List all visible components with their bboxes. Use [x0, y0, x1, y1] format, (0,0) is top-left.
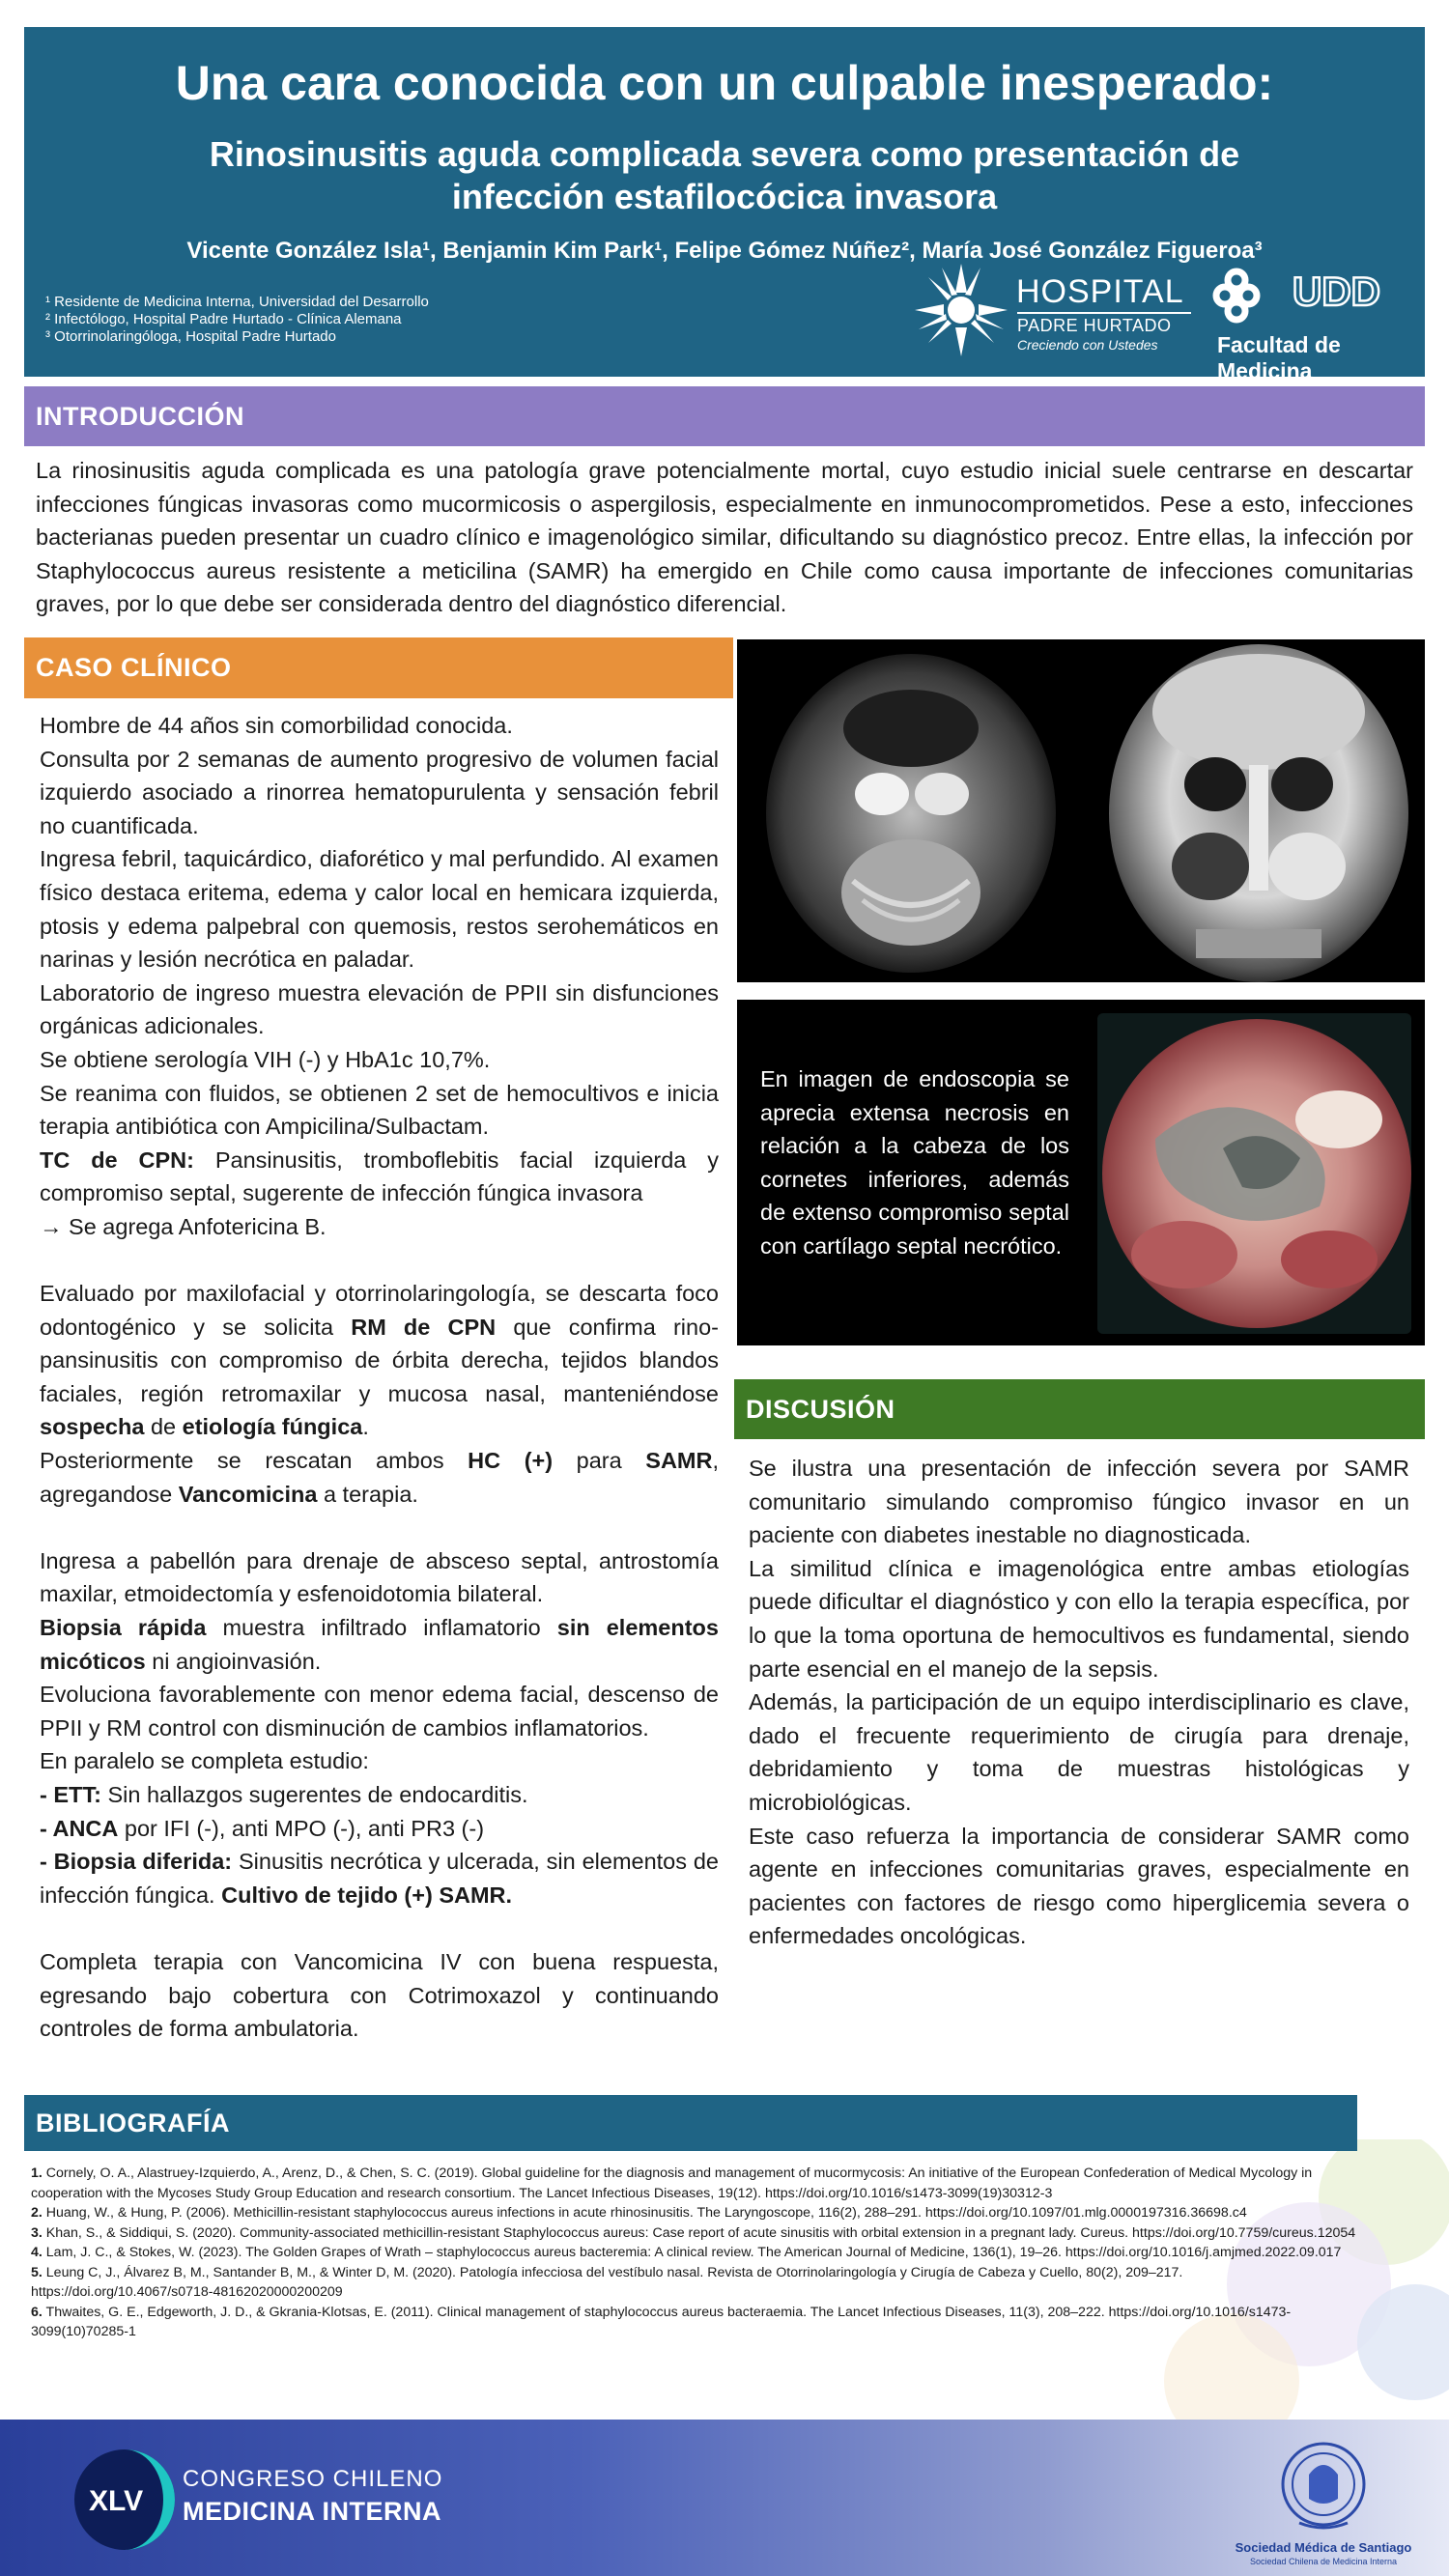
- reference-item: 6. Thwaites, G. E., Edgeworth, J. D., & Gkrania-Klotsas, E. (2011). Clinical management of staphylococcus aureus bacteraemia. The Lancet Infectious Diseases, 11(3), 208–222. https://doi.org/10.1016/s1473-3099(10)70285-1: [31, 2304, 1292, 2339]
- authors: Vicente González Isla¹, Benjamin Kim Park¹, Felipe Gómez Núñez², María José González Figueroa³: [186, 238, 1263, 264]
- poster-header: [24, 27, 1425, 383]
- affiliation-1: ¹ Residente de Medicina Interna, Universidad del Desarrollo: [45, 294, 429, 310]
- congress-emblem-icon: [71, 2437, 178, 2562]
- discussion-paragraph: Este caso refuerza la importancia de considerar SAMR como agente en infecciones comunitarias graves, especialmente en pacientes con factores de riesgo como hiperglicemia severa o enfermedades oncológicas.: [749, 1823, 1409, 1949]
- case-paragraph: → Se agrega Anfotericina B.: [40, 1213, 327, 1239]
- society-seal-icon: [1280, 2436, 1367, 2537]
- case-paragraph: Laboratorio de ingreso muestra elevación de PPII sin disfunciones orgánicas adicionales.: [40, 979, 719, 1039]
- case-paragraph: Completa terapia con Vancomicina IV con buena respuesta, egresando bajo cobertura con Cotrimoxazol y continuando controles de forma ambulatoria.: [40, 1948, 719, 2042]
- bibliography-list: [31, 2164, 1364, 2342]
- reference-item: 5. Leung C, J., Álvarez B, M., Santander B, M., & Winter D, M. (2020). Patología infecciosa del vestíbulo nasal. Revista de Otorrinolaringología y Cirugía de Cabeza y Cuello, 80(2), 209–217. https://doi.org/10.4067/s0718-48162020000200209: [31, 2264, 1183, 2300]
- reference-item: 1. Cornely, O. A., Alastruey-Izquierdo, A., Arenz, D., & Chen, S. C. (2019). Global guideline for the diagnosis and management of mucormycosis: An initiative of the European Confederation of Medical Mycology in cooperation with the Mycoses Study Group Education and research consortium. The Lancet Infectious Diseases, 19(12). https://doi.org/10.1016/s1473-3099(19)30312-3: [31, 2166, 1313, 2201]
- case-paragraph: - ANCA por IFI (-), anti MPO (-), anti PR3 (-): [40, 1815, 485, 1841]
- mri-axial: [766, 654, 1056, 973]
- society-subname: Sociedad Chilena de Medicina Interna: [1249, 2557, 1398, 2566]
- intro-heading: INTRODUCCIÓN: [24, 386, 1425, 446]
- udd-faculty-label: Facultad de Medicina: [1217, 332, 1341, 383]
- subtitle-line-2: infección estafilocócica invasora: [451, 177, 998, 216]
- hospital-logo-tagline: Creciendo con Ustedes: [1017, 337, 1158, 353]
- poster-subtitle: [82, 133, 1367, 218]
- congress-logo: [71, 2437, 487, 2562]
- case-paragraph: Evoluciona favorablemente con menor edema facial, descenso de PPII y RM control con disminución de cambios inflamatorios.: [40, 1682, 719, 1741]
- congress-name-line-1: CONGRESO CHILENO: [183, 2466, 443, 2492]
- affiliations: [45, 294, 429, 346]
- case-paragraph: TC de CPN: Pansinusitis, tromboflebitis facial izquierda y compromiso septal, sugerente de infección fúngica invasora: [40, 1146, 719, 1206]
- case-paragraph: Evaluado por maxilofacial y otorrinolaringología, se descarta foco odontogénico y se solicita RM de CPN que confirma rino-pansinusitis con compromiso de órbita derecha, tejidos blandos faciales, región retromaxilar y mucosa nasal, manteniéndose sospecha de etiología fúngica.: [40, 1281, 719, 1440]
- bibliography-heading: BIBLIOGRAFÍA: [24, 2095, 1357, 2151]
- case-paragraph: Ingresa febril, taquicárdico, diaforético y mal perfundido. Al examen físico destaca eritema, edema y calor local en hemicara izquierda, ptosis y edema palpebral con quemosis, restos serohemáticos en narinas y lesión necrótica en paladar.: [40, 846, 719, 973]
- poster-title: Una cara conocida con un culpable inesperado:: [175, 56, 1274, 110]
- intro-text: La rinosinusitis aguda complicada es una patología grave potencialmente mortal, cuyo estudio inicial suele centrarse en descartar infecciones fúngicas invasoras como mucormicosis o aspergilosis, especialmente en inmunocomprometidos. Pese a esto, infecciones bacterianas pueden presentar un cuadro clínico e imagenológico similar, dificultando su diagnóstico precoz. Entre ellas, la infección por Staphylococcus aureus resistente a meticilina (SAMR) ha emergido en Chile como causa importante de infecciones comunitarias graves, por lo que debe ser considerada dentro del diagnóstico diferencial.: [36, 458, 1413, 616]
- case-body: [40, 709, 719, 2096]
- endoscopy-panel: [737, 1000, 1425, 1345]
- discussion-heading: DISCUSIÓN: [734, 1379, 1425, 1439]
- society-name: Sociedad Médica de Santiago: [1235, 2540, 1412, 2555]
- udd-emblem-icon: [1208, 267, 1420, 325]
- endoscopy-caption: En imagen de endoscopia se aprecia extensa necrosis en relación a la cabeza de los cornetes inferiores, además de extenso compromiso septal con cartílago septal necrótico.: [760, 1066, 1069, 1259]
- mri-images: [737, 639, 1425, 982]
- udd-acronym: UDD: [1293, 269, 1380, 314]
- hospital-logo-sub: PADRE HURTADO: [1017, 316, 1172, 335]
- discussion-body: [749, 1452, 1409, 1953]
- bold-term: TC de CPN:: [40, 1146, 194, 1173]
- discussion-paragraph: Se ilustra una presentación de infección severa por SAMR comunitario simulando compromiso fúngico invasor en un paciente con diabetes inestable no diagnosticada.: [749, 1456, 1409, 1548]
- affiliation-2: ² Infectólogo, Hospital Padre Hurtado - Clínica Alemana: [45, 311, 402, 327]
- mri-scan-figure: [737, 639, 1425, 982]
- case-paragraph: Se reanima con fluidos, se obtienen 2 set de hemocultivos e inicia terapia antibiótica con Ampicilina/Sulbactam.: [40, 1080, 719, 1140]
- case-paragraph: Ingresa a pabellón para drenaje de absceso septal, antrostomía maxilar, etmoidectomía y esfenoidotomia bilateral.: [40, 1547, 719, 1607]
- case-paragraph: - Biopsia diferida: Sinusitis necrótica y ulcerada, sin elementos de infección fúngica. Cultivo de tejido (+) SAMR.: [40, 1849, 719, 1908]
- subtitle-line-1: Rinosinusitis aguda complicada severa como presentación de: [209, 134, 1240, 174]
- congress-name-line-2: MEDICINA INTERNA: [183, 2497, 441, 2526]
- congress-logo-mark: XLV: [89, 2485, 144, 2517]
- case-heading: CASO CLÍNICO: [24, 637, 733, 698]
- discussion-paragraph: La similitud clínica e imagenológica entre ambas etiologías puede dificultar el diagnóstico y con ello la terapia específica, por lo que la toma oportuna de hemocultivos es fundamental, siendo parte esencial en el manejo de la sepsis.: [749, 1555, 1409, 1682]
- reference-item: 2. Huang, W., & Hung, P. (2006). Methicillin-resistant staphylococcus aureus infections in acute rhinosinusitis. The Laryngoscope, 116(2), 288–291. https://doi.org/10.1097/01.mlg.0000197316.36698.c4: [31, 2205, 1247, 2221]
- hospital-logo: [915, 264, 1195, 360]
- case-paragraph: Consulta por 2 semanas de aumento progresivo de volumen facial izquierdo asociado a rinorrea hematopurulenta y sensación febril no cuantificada.: [40, 746, 719, 838]
- society-logo: [1227, 2436, 1420, 2571]
- reference-item: 4. Lam, J. C., & Stokes, W. (2023). The Golden Grapes of Wrath – staphylococcus aureus bacteremia: A clinical review. The American Journal of Medicine, 136(1), 19–26. https://doi.org/10.1016/j.amjmed.2022.09.017: [31, 2245, 1342, 2260]
- affiliation-3: ³ Otorrinolaringóloga, Hospital Padre Hurtado: [45, 328, 336, 345]
- reference-item: 3. Khan, S., & Siddiqui, S. (2020). Community-associated methicillin-resistant Staphylococcus aureus: Case report of acute sinusitis with orbital extension in a pregnant lady. Cureus. https://doi.org/10.7759/cureus.12054: [31, 2224, 1356, 2241]
- mri-coronal: [1109, 644, 1408, 982]
- case-paragraph: Posteriormente se rescatan ambos HC (+) para SAMR, agregandose Vancomicina a terapia.: [40, 1448, 719, 1507]
- case-paragraph: Hombre de 44 años sin comorbilidad conocida.: [40, 713, 513, 738]
- udd-logo: [1208, 267, 1420, 383]
- endoscopy-image: [1097, 1013, 1411, 1334]
- case-paragraph: Se obtiene serología VIH (-) y HbA1c 10,7%.: [40, 1046, 491, 1072]
- case-paragraph: - ETT: Sin hallazgos sugerentes de endocarditis.: [40, 1782, 528, 1807]
- case-paragraph: Biopsia rápida muestra infiltrado inflamatorio sin elementos micóticos ni angioinvasión.: [40, 1615, 719, 1674]
- discussion-paragraph: Además, la participación de un equipo interdisciplinario es clave, dado el frecuente requerimiento de cirugía para drenaje, debridamiento y toma de muestras histológicas y microbiológicas.: [749, 1689, 1409, 1815]
- hospital-logo-name: HOSPITAL: [1016, 273, 1184, 310]
- case-paragraph: En paralelo se completa estudio:: [40, 1748, 369, 1774]
